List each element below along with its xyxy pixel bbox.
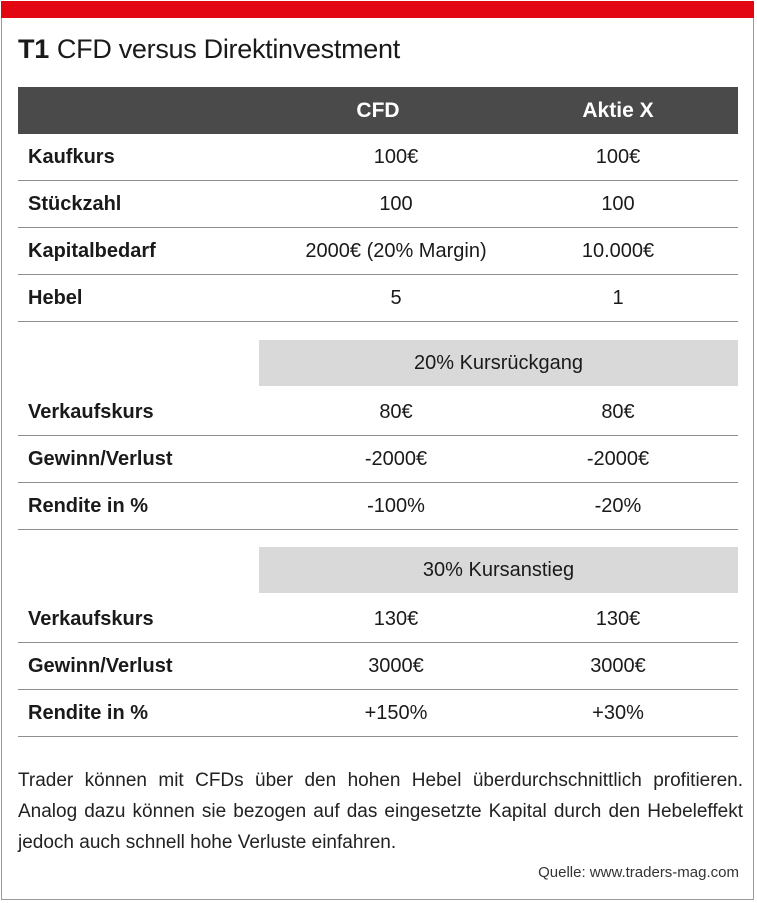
cfd-value: +150%: [364, 702, 428, 724]
table-row: [18, 483, 738, 530]
caption-text: Trader können mit CFDs über den hohen Hebel überdurchschnittlich profitieren. Analog dazu können sie bezogen auf das eingesetzte Kapital durch den Hebeleffekt jedoch auch schnell hohe Verluste einfahren.: [18, 770, 743, 853]
aktie-value: -20%: [594, 495, 642, 517]
aktie-value: 3000€: [590, 655, 646, 677]
accent-bar: [1, 1, 754, 18]
section-header-rise: 30% Kursanstieg: [259, 547, 738, 593]
row-label: Stückzahl: [28, 193, 122, 215]
table-row: [18, 134, 738, 181]
table-number: T1: [18, 34, 49, 64]
row-label: Kaufkurs: [28, 146, 115, 168]
header-cfd: CFD: [356, 99, 400, 122]
cfd-value: 2000€ (20% Margin): [305, 240, 487, 262]
header-aktie: Aktie X: [582, 99, 654, 122]
row-label: Verkaufskurs: [28, 401, 154, 423]
table-title: [18, 34, 400, 65]
cfd-value: 5: [390, 287, 402, 309]
row-label: Rendite in %: [28, 702, 149, 724]
row-label: Rendite in %: [28, 495, 149, 517]
table-row: [18, 690, 738, 737]
row-label: Gewinn/Verlust: [28, 655, 173, 677]
table-title-text: CFD versus Direktinvestment: [56, 34, 400, 64]
cfd-value: 3000€: [368, 655, 424, 677]
table-row: [18, 389, 738, 436]
table-row: [18, 181, 738, 228]
aktie-value: 130€: [595, 608, 641, 630]
cfd-value: -2000€: [364, 448, 428, 470]
aktie-value: 100€: [595, 146, 641, 168]
row-label: Kapitalbedarf: [28, 240, 156, 262]
aktie-value: 10.000€: [581, 240, 655, 262]
source-credit: Quelle: www.traders-mag.com: [538, 864, 739, 881]
aktie-value: -2000€: [586, 448, 650, 470]
row-label: Hebel: [28, 287, 83, 309]
table-row: [18, 436, 738, 483]
table-row: [18, 228, 738, 275]
cfd-value: 100€: [373, 146, 419, 168]
aktie-value: +30%: [592, 702, 644, 724]
table-row: [18, 275, 738, 322]
table-row: [18, 596, 738, 643]
table-row: [18, 643, 738, 690]
aktie-value: 100: [601, 193, 635, 215]
row-label: Gewinn/Verlust: [28, 448, 173, 470]
table-header: [18, 87, 738, 134]
row-label: Verkaufskurs: [28, 608, 154, 630]
cfd-value: 80€: [379, 401, 413, 423]
aktie-value: 1: [612, 287, 624, 309]
cfd-value: 100: [379, 193, 413, 215]
section-header-decline: 20% Kursrückgang: [259, 340, 738, 386]
cfd-value: 130€: [373, 608, 419, 630]
aktie-value: 80€: [601, 401, 635, 423]
cfd-value: -100%: [367, 495, 425, 517]
